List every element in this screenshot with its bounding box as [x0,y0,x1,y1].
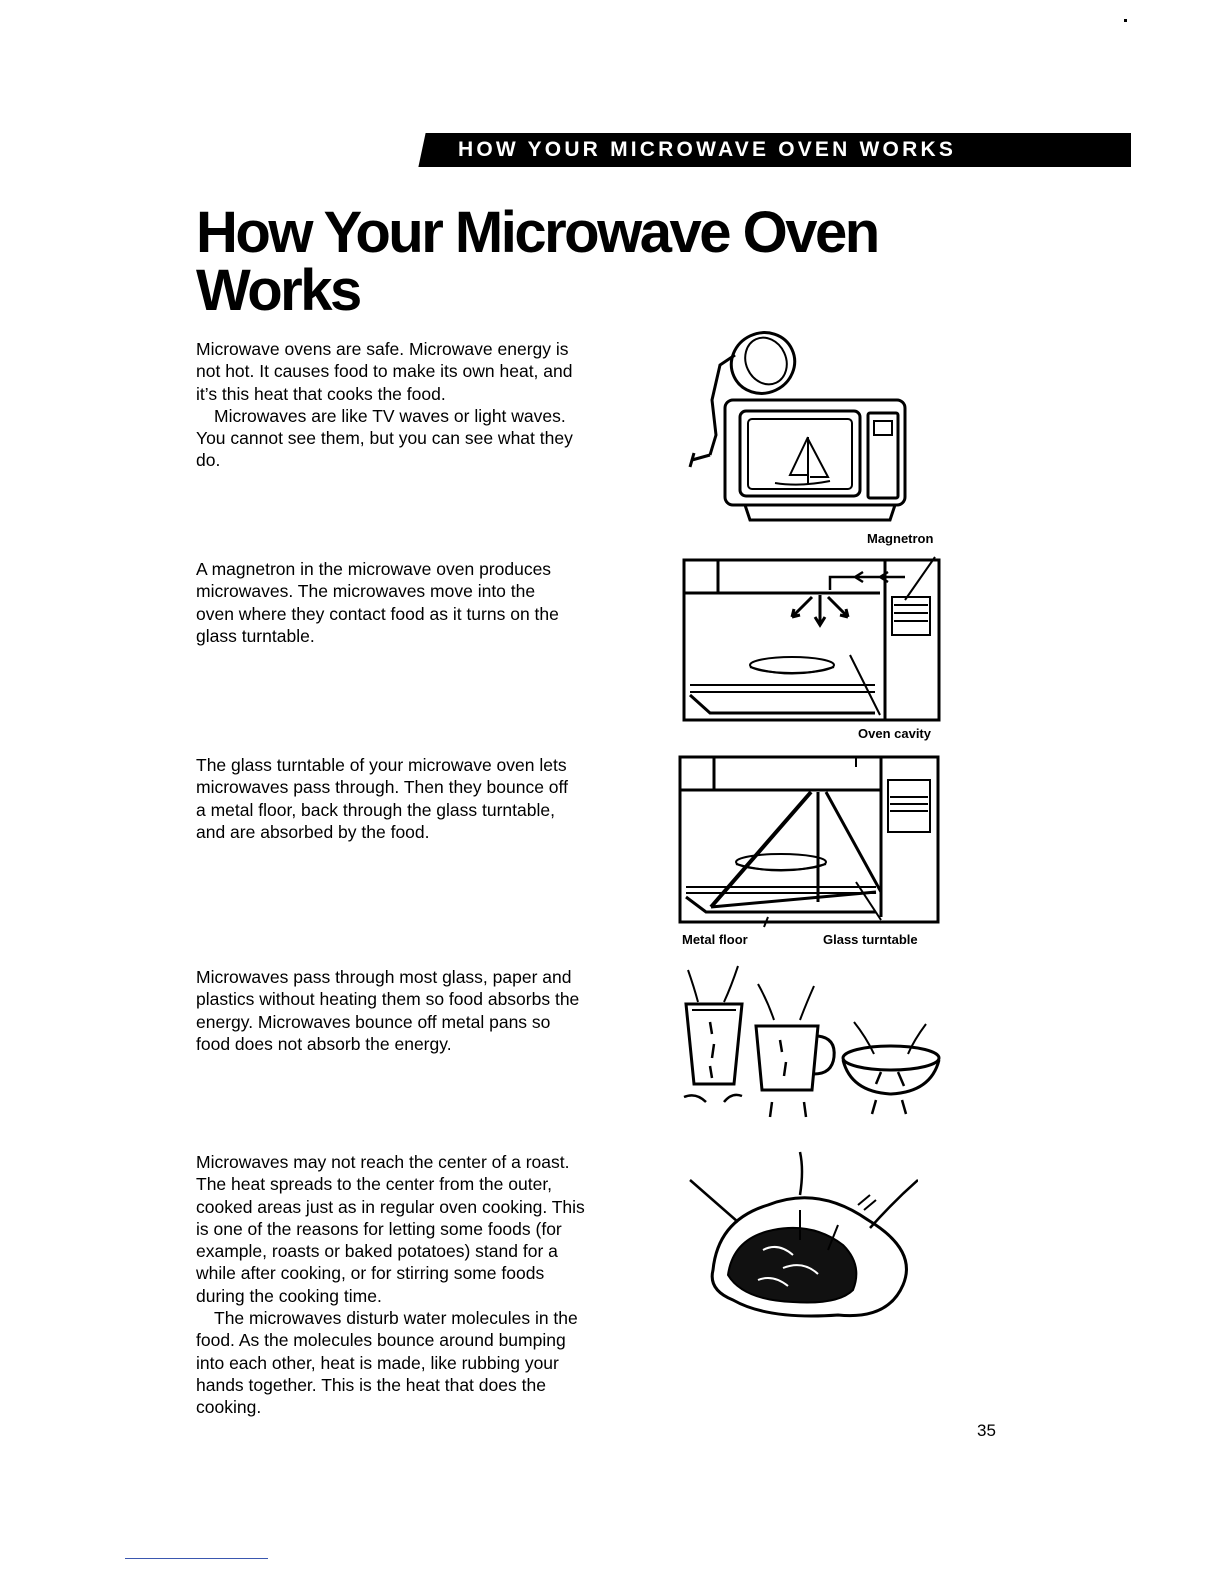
glass-cup-bowl-illustration [676,962,951,1127]
page-title [196,200,996,323]
paragraph-intro-b: Microwaves are like TV waves or light waves. You cannot see them, but you can see what they do. [196,405,573,471]
turntable-metal-floor-diagram [676,752,944,930]
caption-metal-floor: Metal floor [682,932,748,947]
paragraph-turntable-text: The glass turntable of your microwave oven lets microwaves pass through. Then they bounce off a metal floor, back through the glass turntable, and are absorbed by the food. [196,755,568,842]
roast-illustration [688,1150,918,1330]
page-number: 35 [977,1421,996,1440]
page-title-line1: How Your Microwave Oven [196,200,878,265]
lamp-and-oven-illustration [680,325,915,525]
bottom-rule [125,1558,268,1559]
section-header-bar [428,133,1131,167]
paragraph-intro-a: Microwave ovens are safe. Microwave energy is not hot. It causes food to make its own heat, and it’s this heat that cooks the food. [196,339,573,404]
paragraph-magnetron [196,558,576,647]
caption-glass-turntable: Glass turntable [823,932,918,947]
paragraph-roast-a: Microwaves may not reach the center of a roast. The heat spreads to the center from the outer, cooked areas just as in regular oven cooking. This is one of the reasons for letting some foods (for example, roasts or baked potatoes) stand for a while after cooking, or for stirring some foods during the cooking time. [196,1152,585,1306]
paragraph-materials-text: Microwaves pass through most glass, paper and plastics without heating them so food absorbs the energy. Microwaves bounce off metal pans so food does not absorb the energy. [196,967,580,1054]
magnetron-oven-cavity-diagram [680,555,945,725]
paragraph-materials [196,966,581,1055]
stray-mark [1124,19,1127,22]
caption-magnetron: Magnetron [867,531,934,546]
paragraph-magnetron-text: A magnetron in the microwave oven produces microwaves. The microwaves move into the oven where they contact food as it turns on the glass turntable. [196,559,559,646]
section-header-title: HOW YOUR MICROWAVE OVEN WORKS [458,138,957,161]
paragraph-turntable [196,754,581,843]
header-bar-tick [418,133,435,167]
paragraph-roast [196,1151,586,1419]
paragraph-roast-b: The microwaves disturb water molecules in the food. As the molecules bounce around bumping into each other, heat is made, like rubbing your hands together. This is the heat that does the cooking. [196,1308,578,1418]
caption-oven-cavity: Oven cavity [858,726,931,741]
page-title-line2: Works [196,258,360,323]
paragraph-intro [196,338,581,472]
